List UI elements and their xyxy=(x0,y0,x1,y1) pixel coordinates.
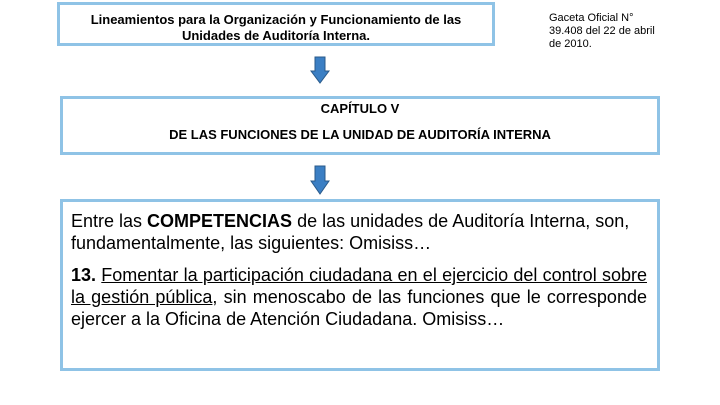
intro-pre: Entre las xyxy=(71,211,148,231)
intro-paragraph xyxy=(71,210,647,254)
gazette-line-2: 39.408 del 22 de abril xyxy=(549,25,655,37)
intro-post: de las unidades de Auditoría Interna, son, fundamentalmente, las siguientes: Omisiss… xyxy=(71,211,630,253)
competencies-box xyxy=(60,199,660,371)
item-rest-text: , sin menoscabo de las funciones que le corresponde ejercer a la Oficina de Atención Ciudadana. Omisiss… xyxy=(71,287,647,329)
intro-bold: COMPETENCIAS xyxy=(147,211,293,231)
chapter-box xyxy=(60,96,660,155)
gazette-line-3: de 2010. xyxy=(549,38,592,50)
down-arrow-icon xyxy=(310,56,330,84)
item-number: 13. xyxy=(71,265,97,285)
document-title xyxy=(60,5,492,44)
document-title-line-2: Unidades de Auditoría Interna. xyxy=(181,28,371,43)
gazette-reference xyxy=(549,12,679,51)
down-arrow-icon xyxy=(310,165,330,195)
document-title-box xyxy=(57,2,495,46)
gazette-line-1: Gaceta Oficial N° xyxy=(549,12,634,24)
document-title-line-1: Lineamientos para la Organización y Funcionamiento de las xyxy=(90,12,462,27)
item-underlined-text: Fomentar la participación ciudadana en el ejercicio del control sobre la gestión pública xyxy=(71,265,647,307)
chapter-title: DE LAS FUNCIONES DE LA UNIDAD DE AUDITORÍA INTERNA xyxy=(169,127,551,142)
chapter-label: CAPÍTULO V xyxy=(320,101,400,116)
item-13-paragraph xyxy=(71,264,647,330)
